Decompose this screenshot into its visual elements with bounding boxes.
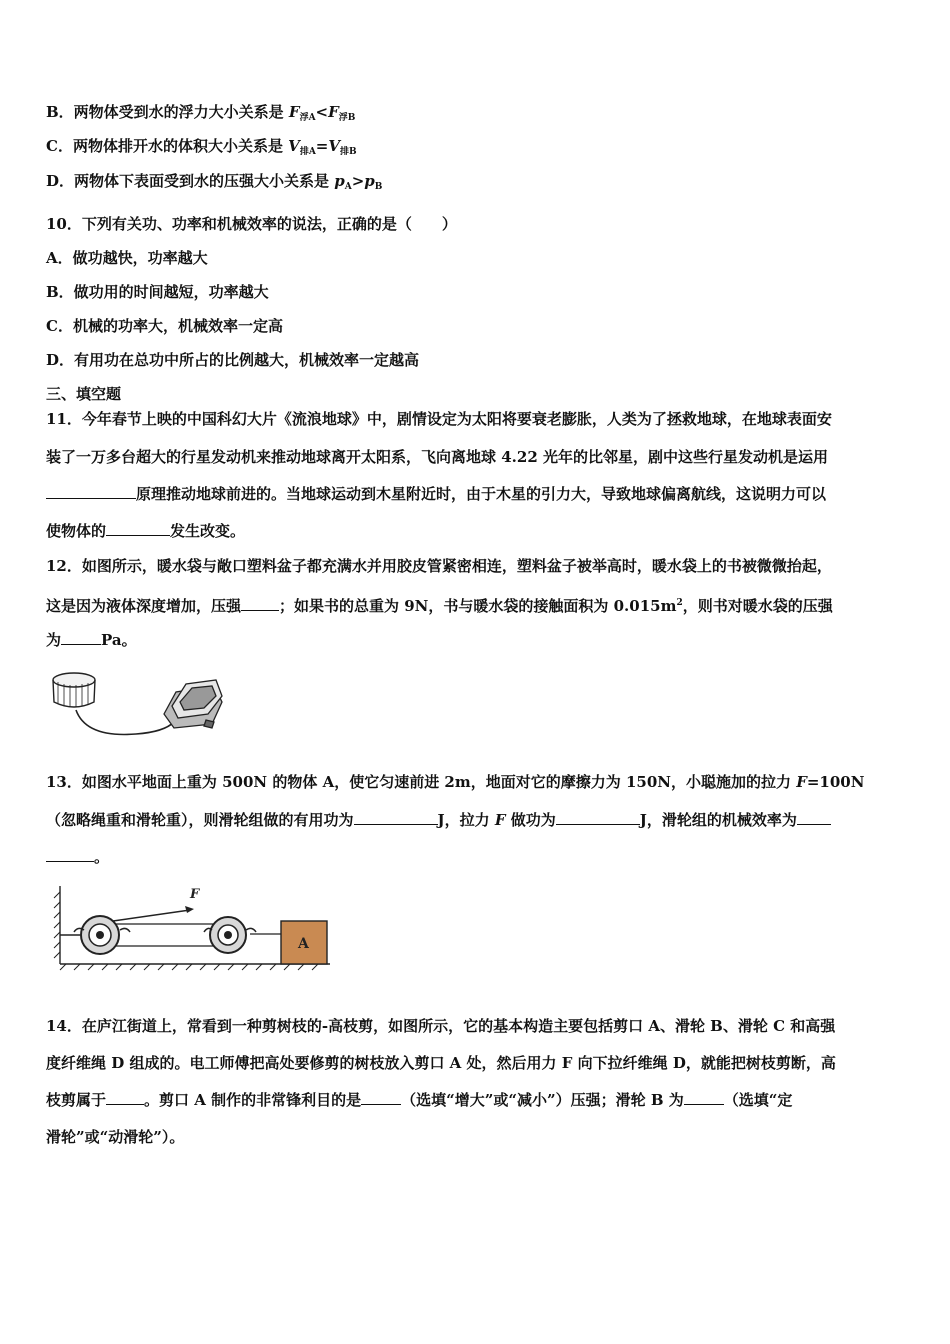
q12-line-1: 12．如图所示，暖水袋与敞口塑料盆子都充满水并用胶皮管紧密相连，塑料盆子被举高时，暖水袋上的书被微微抬起，: [46, 557, 832, 575]
q13-line-2: （忽略绳重和滑轮重），则滑轮组做的有用功为 J，拉力 F 做功为 J，滑轮组的机械效率为: [46, 810, 831, 830]
q14-line-3: 枝剪属于 。剪口 A 制作的非常锋利目的是 （选填“增大”或“减小”）压强；滑轮 B 为 （选填“定: [46, 1091, 793, 1109]
section-heading-fill-blank: 三、填空题: [46, 385, 122, 403]
answer-blank: [361, 1090, 401, 1105]
q9-option-b: B．两物体受到水的浮力大小关系是 $F_{浮A}<F_{浮B}$: [46, 103, 356, 123]
q14-line-4: 滑轮”或“动滑轮”）。: [46, 1128, 185, 1146]
force-arrow-F: [106, 887, 200, 922]
q10-option-c: C．机械的功率大，机械效率一定高: [46, 317, 283, 335]
q10-option-a: A．做功越快，功率越大: [46, 249, 208, 267]
q12-line-3: 为 Pa。: [46, 631, 137, 649]
q10-option-d: D．有用功在总功中所占的比例越大，机械效率一定越高: [46, 351, 420, 369]
q11-line-4: 使物体的 发生改变。: [46, 522, 246, 540]
q11-line-3: 原理推动地球前进的。当地球运动到木星附近时，由于木星的引力大，导致地球偏离航线，这说明力可以: [46, 484, 826, 504]
fixed-pulley-icon: [60, 916, 130, 954]
q13-figure-pulley-system: [50, 882, 335, 976]
answer-blank: [354, 810, 438, 825]
q11-line-1: 11．今年春节上映的中国科幻大片《流浪地球》中，剧情设定为太阳将要衰老膨胀，人类为了拯救地球，在地球表面安: [46, 410, 832, 428]
q9-option-d: D．两物体下表面受到水的压强大小关系是 $p_A>p_B$: [46, 172, 383, 192]
answer-blank: [46, 484, 136, 499]
q10-stem: 10．下列有关功、功率和机械效率的说法，正确的是（ ）: [46, 215, 457, 233]
answer-blank: [241, 596, 279, 611]
q11-line-2: 装了一万多台超大的行星发动机来推动地球离开太阳系，飞向离地球 4.22 光年的比邻星，剧中这些行星发动机是运用: [46, 448, 828, 466]
q10-option-b: B．做功用的时间越短，功率越大: [46, 283, 269, 301]
block-A: [281, 921, 327, 964]
q13-line-1: 13．如图水平地面上重为 500N 的物体 A，使它匀速前进 2m，地面对它的摩擦力为 150N，小聪施加的拉力 F=100N: [46, 773, 865, 791]
q14-line-1: 14．在庐江街道上，常看到一种剪树枝的-高枝剪，如图所示，它的基本构造主要包括剪口 A、滑轮 B、滑轮 C 和高强: [46, 1017, 836, 1035]
answer-blank: [556, 810, 640, 825]
movable-pulley-icon: [204, 917, 256, 953]
rubber-tube: [76, 710, 174, 735]
answer-blank: [46, 847, 94, 862]
basin-icon: [53, 673, 95, 707]
ropes: [102, 924, 282, 946]
answer-blank: [797, 810, 831, 825]
q13-line-3: 。: [46, 847, 109, 867]
block-label: A: [298, 936, 309, 952]
answer-blank: [684, 1090, 724, 1105]
q9-option-c: C．两物体排开水的体积大小关系是 $V_{排A}=V_{排B}$: [46, 137, 357, 157]
answer-blank: [61, 630, 101, 645]
answer-blank: [106, 521, 170, 536]
answer-blank: [106, 1090, 144, 1105]
q14-line-2: 度纤维绳 D 组成的。电工师傅把高处要修剪的树枝放入剪口 A 处，然后用力 F 向下拉纤维绳 D，就能把树枝剪断，高: [46, 1054, 836, 1072]
force-label: F: [190, 887, 200, 902]
q12-figure-hot-water-bag: [46, 668, 226, 744]
book-on-bag-icon: [164, 680, 222, 728]
q12-line-2: 这是因为液体深度增加，压强 ；如果书的总重为 9N，书与暖水袋的接触面积为 $0.015m^2$，则书对暖水袋的压强: [46, 597, 833, 615]
